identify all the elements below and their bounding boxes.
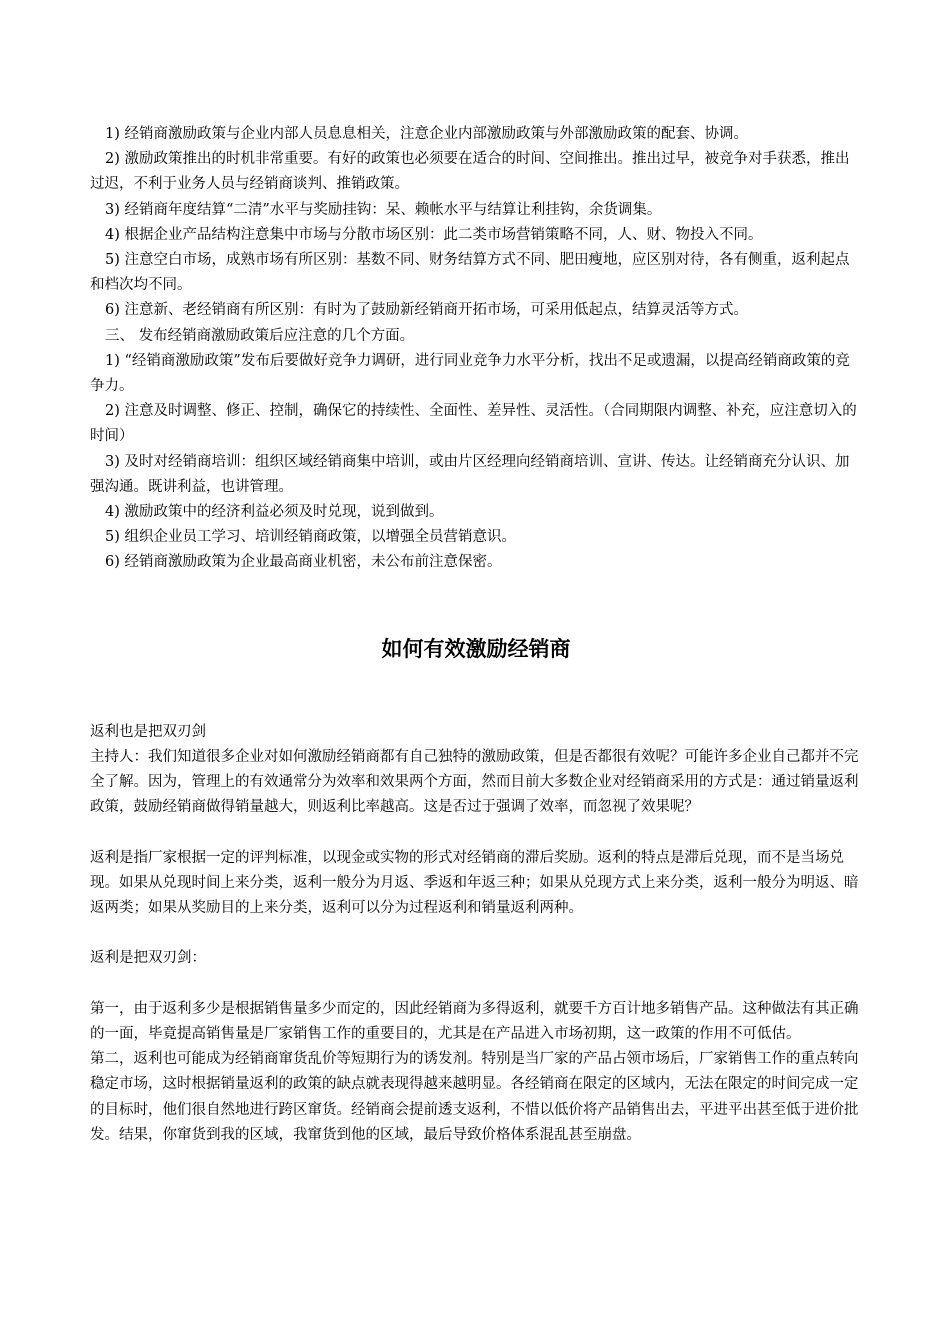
release-item-4: 4) 激励政策中的经济利益必须及时兑现，说到做到。 xyxy=(105,504,444,521)
blank-line xyxy=(90,972,862,997)
spacer xyxy=(90,664,862,720)
policy-item-4: 4) 根据企业产品结构注意集中市场与分散市场区别：此二类市场营销策略不同，人、财、物投入不同。 xyxy=(105,226,763,243)
release-item-5: 5) 组织企业员工学习、培训经销商政策，以增强全员营销意识。 xyxy=(105,529,516,546)
policy-item-3: 3) 经销商年度结算“二清”水平与奖励挂钩：呆、赖帐水平与结算让利挂钩，余货调集。 xyxy=(105,201,662,218)
second-point-paragraph: 第二，返利也可能成为经销商窜货乱价等短期行为的诱发剂。特别是当厂家的产品占领市场后，厂家销售工作的重点转向稳定市场，这时根据销量返利的政策的缺点就表现得越来越明显。各经销商在限定的区域内，无法在限定的时间完成一定的目标时，他们很自然地进行跨区窜货。经销商会提前透支返利，不惜以低价将产品销售出去，平进平出甚至低于进价批发。结果，你窜货到我的区域，我窜货到他的区域，最后导致价格体系混乱甚至崩盘。 xyxy=(90,1051,859,1143)
document-page xyxy=(90,122,862,1148)
blank-line xyxy=(90,921,862,946)
release-item-3: 3) 及时对经销商培训：组织区域经销商集中培训，或由片区经理向经销商培训、宣讲、传达。让经销商充分认识、加强沟通。既讲利益，也讲管理。 xyxy=(90,453,850,495)
intro-paragraph: 主持人：我们知道很多企业对如何激励经销商都有自己独特的激励政策，但是否都很有效呢？可能许多企业自己都并不完全了解。因为，管理上的有效通常分为效率和效果两个方面，然而目前大多数企业对经销商采用的方式是：通过销量返利政策，鼓励经销商做得销量越大，则返利比率越高。这是否过于强调了效率，而忽视了效果呢？ xyxy=(90,748,859,816)
release-item-1: 1) “经销商激励政策”发布后要做好竞争力调研，进行同业竞争力水平分析，找出不足或遗漏，以提高经销商政策的竞争力。 xyxy=(90,352,850,395)
release-item-6: 6) 经销商激励政策为企业最高商业机密，未公布前注意保密。 xyxy=(105,554,502,571)
first-point-paragraph: 第一，由于返利多少是根据销售量多少而定的，因此经销商为多得返利，就要千方百计地多销售产品。这种做法有其正确的一面，毕竟提高销售量是厂家销售工作的重要目的，尤其是在产品进入市场初期，这一政策的作用不可低估。 xyxy=(90,1000,859,1043)
article-subtitle: 返利也是把双刃剑 xyxy=(90,723,206,740)
release-item-2: 2) 注意及时调整、修正、控制，确保它的持续性、全面性、差异性、灵活性。（合同期限内调整、补充，应注意切入的时间） xyxy=(90,403,857,445)
policy-item-2: 2) 激励政策推出的时机非常重要。有好的政策也必须要在适合的时间、空间推出。推出过早，被竞争对手获悉，推出过迟，不利于业务人员与经销商谈判、推销政策。 xyxy=(90,151,850,193)
section-heading: 三、 发布经销商激励政策后应注意的几个方面。 xyxy=(105,327,415,344)
blank-line xyxy=(90,820,862,845)
double-edge-heading: 返利是把双刃剑： xyxy=(90,950,206,967)
article-title: 如何有效激励经销商 xyxy=(381,635,571,661)
definition-paragraph: 返利是指厂家根据一定的评判标准，以现金或实物的形式对经销商的滞后奖励。返利的特点是滞后兑现，而不是当场兑现。如果从兑现时间上来分类，返利一般分为月返、季返和年返三种；如果从兑现方式上来分类，返利一般分为明返、暗返两类；如果从奖励目的上来分类，返利可以分为过程返利和销量返利两种。 xyxy=(90,849,859,917)
policy-item-5: 5) 注意空白市场，成熟市场有所区别：基数不同、财务结算方式不同、肥田瘦地，应区别对待，各有侧重，返利起点和档次均不同。 xyxy=(90,252,850,294)
spacer xyxy=(90,576,862,634)
policy-item-6: 6) 注意新、老经销商有所区别：有时为了鼓励新经销商开拓市场，可采用低起点，结算灵活等方式。 xyxy=(105,302,748,319)
policy-item-1: 1) 经销商激励政策与企业内部人员息息相关，注意企业内部激励政策与外部激励政策的配套、协调。 xyxy=(105,126,748,142)
